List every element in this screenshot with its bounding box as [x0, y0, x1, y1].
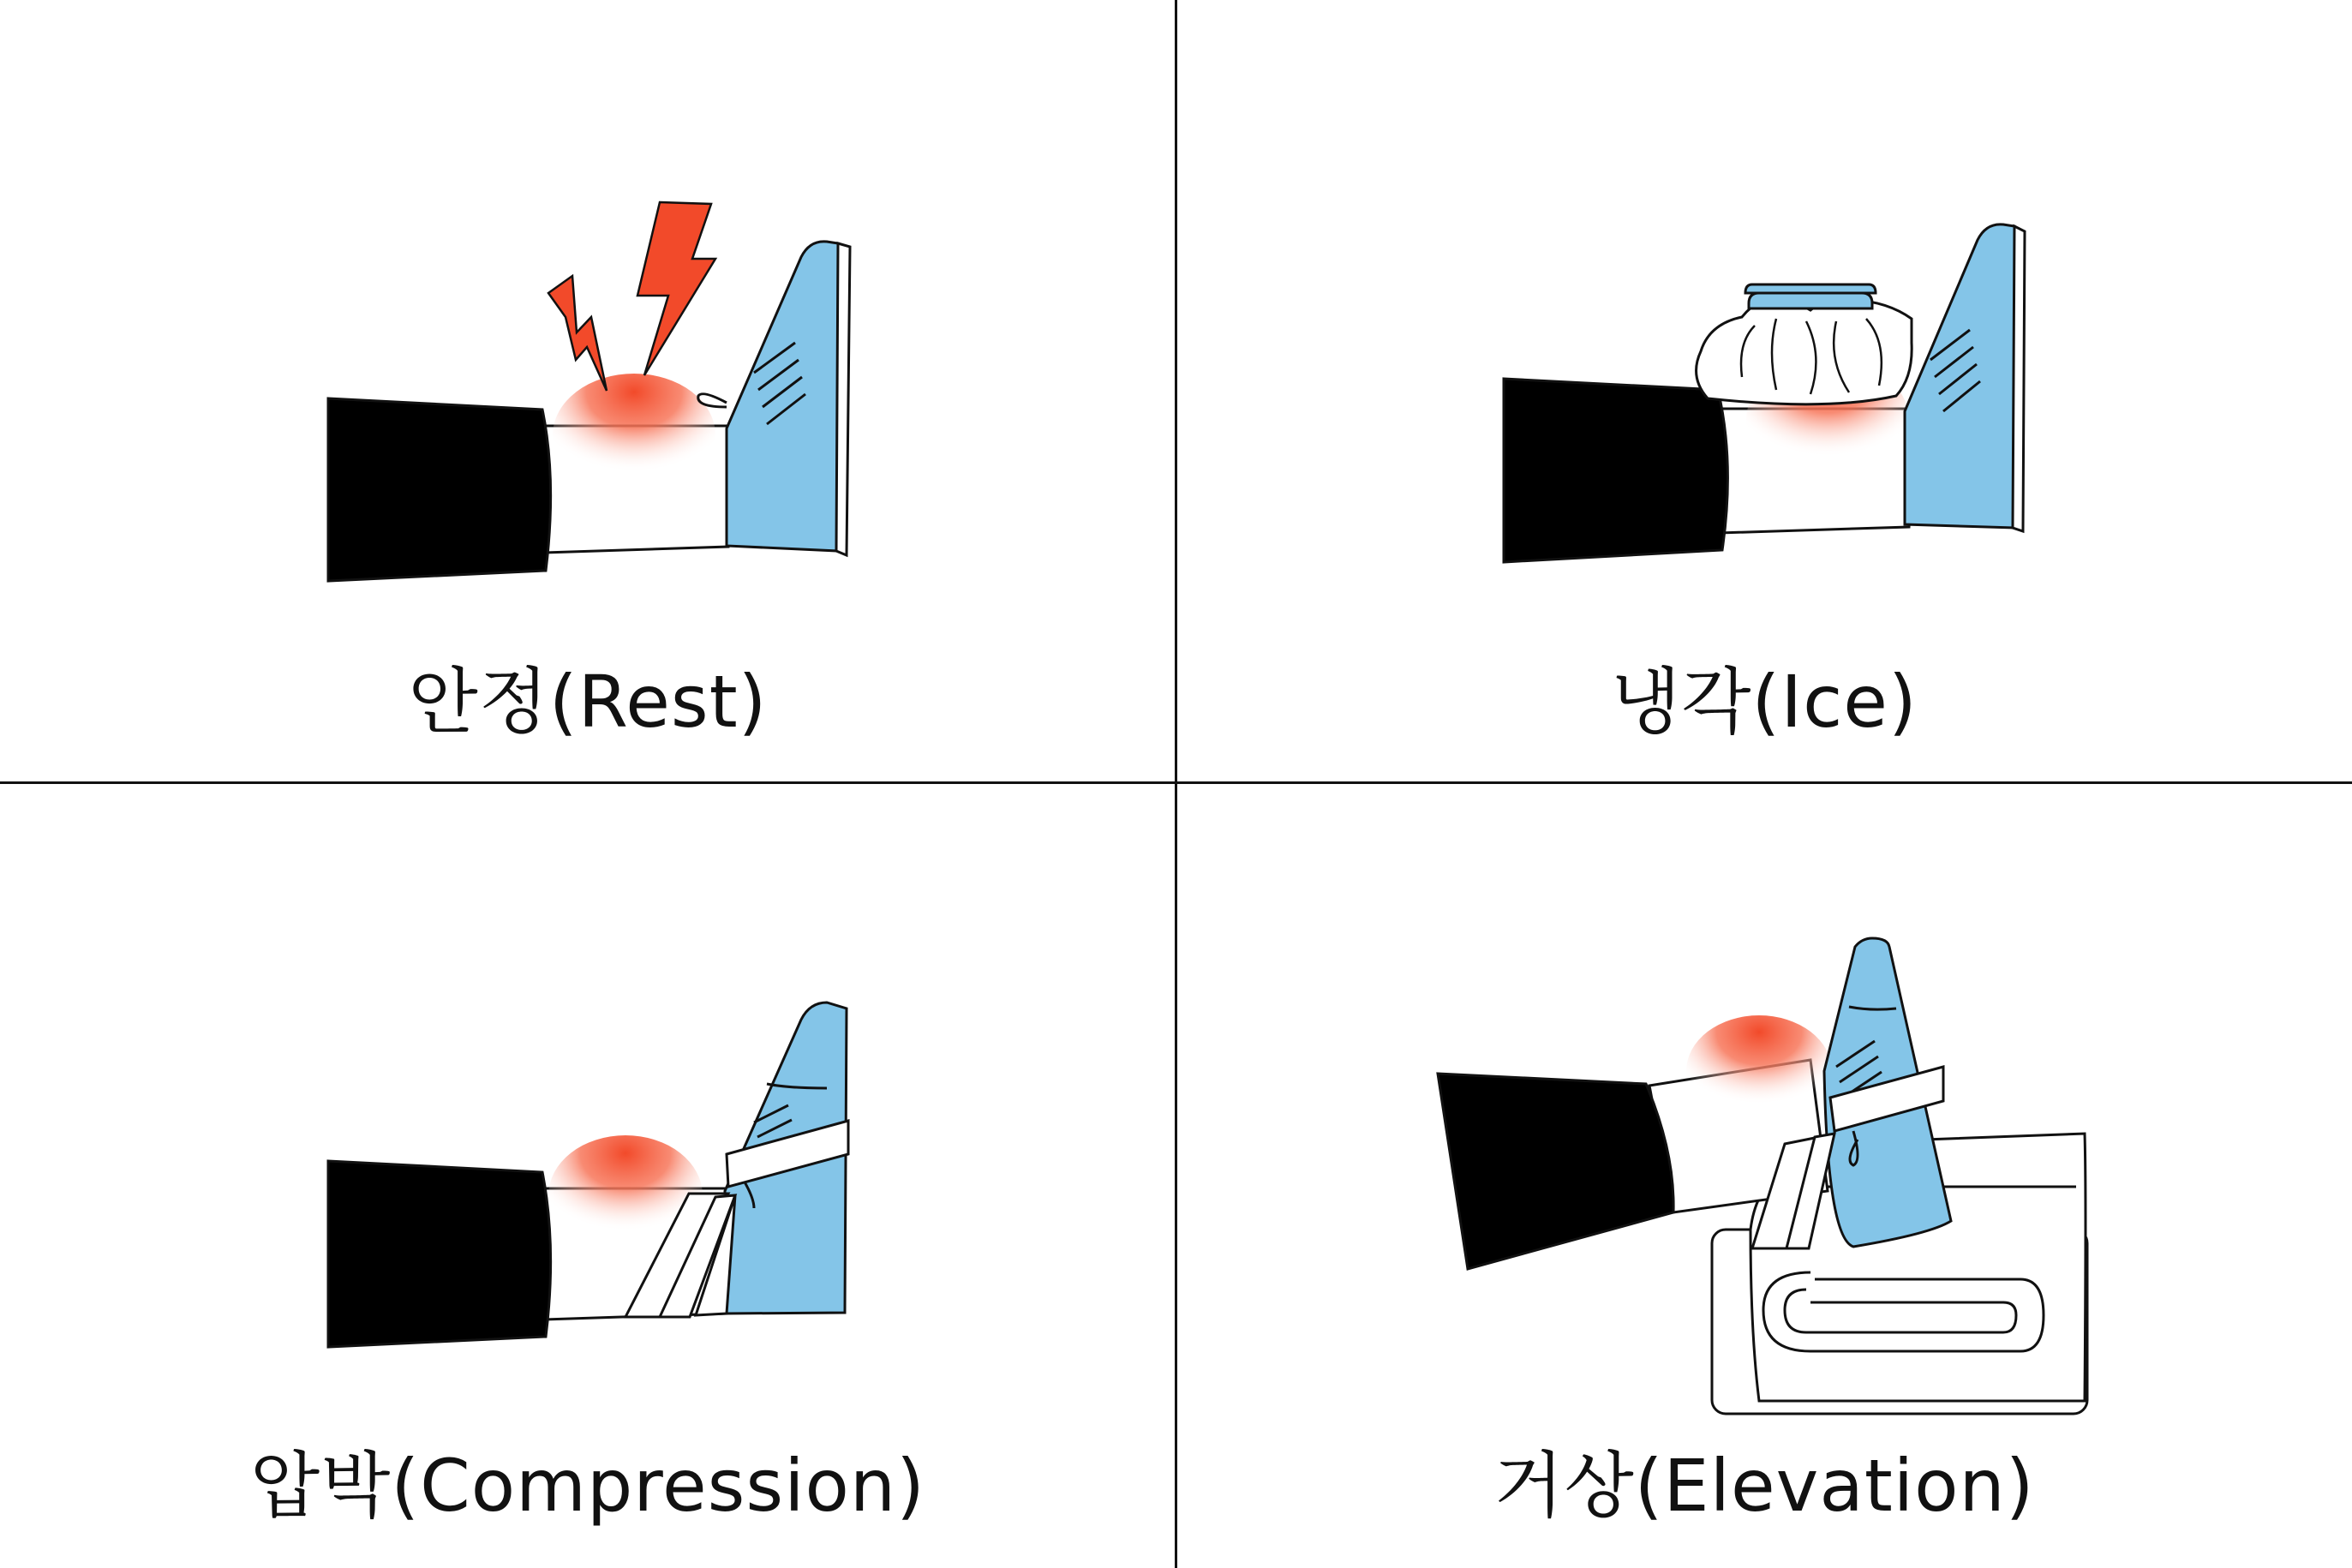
pain-area — [1686, 1015, 1832, 1127]
panel-compression — [0, 784, 1176, 1568]
sock-foot — [1905, 224, 2014, 528]
label-compression: 압박(Compression) — [250, 1444, 925, 1528]
ice-bag-icon — [1697, 284, 1912, 404]
label-ice: 냉각(Ice) — [1611, 660, 1918, 744]
panel-rest — [0, 0, 1176, 784]
label-rest: 안정(Rest) — [408, 660, 768, 744]
vertical-divider — [1175, 0, 1177, 1568]
sock-sole — [836, 243, 850, 555]
trouser-leg — [1504, 379, 1727, 562]
trouser-leg — [328, 1161, 551, 1347]
sock-sole — [2013, 226, 2025, 531]
panel-elevation — [1176, 784, 2352, 1568]
panel-ice — [1176, 0, 2352, 784]
label-elevation: 거상(Elevation) — [1493, 1444, 2035, 1528]
horizontal-divider — [0, 781, 2352, 784]
sock-foot — [727, 242, 838, 551]
trouser-leg — [328, 398, 551, 581]
pain-lightning-icon — [548, 202, 715, 391]
pain-area — [553, 374, 715, 497]
trouser-leg — [1438, 1074, 1673, 1269]
